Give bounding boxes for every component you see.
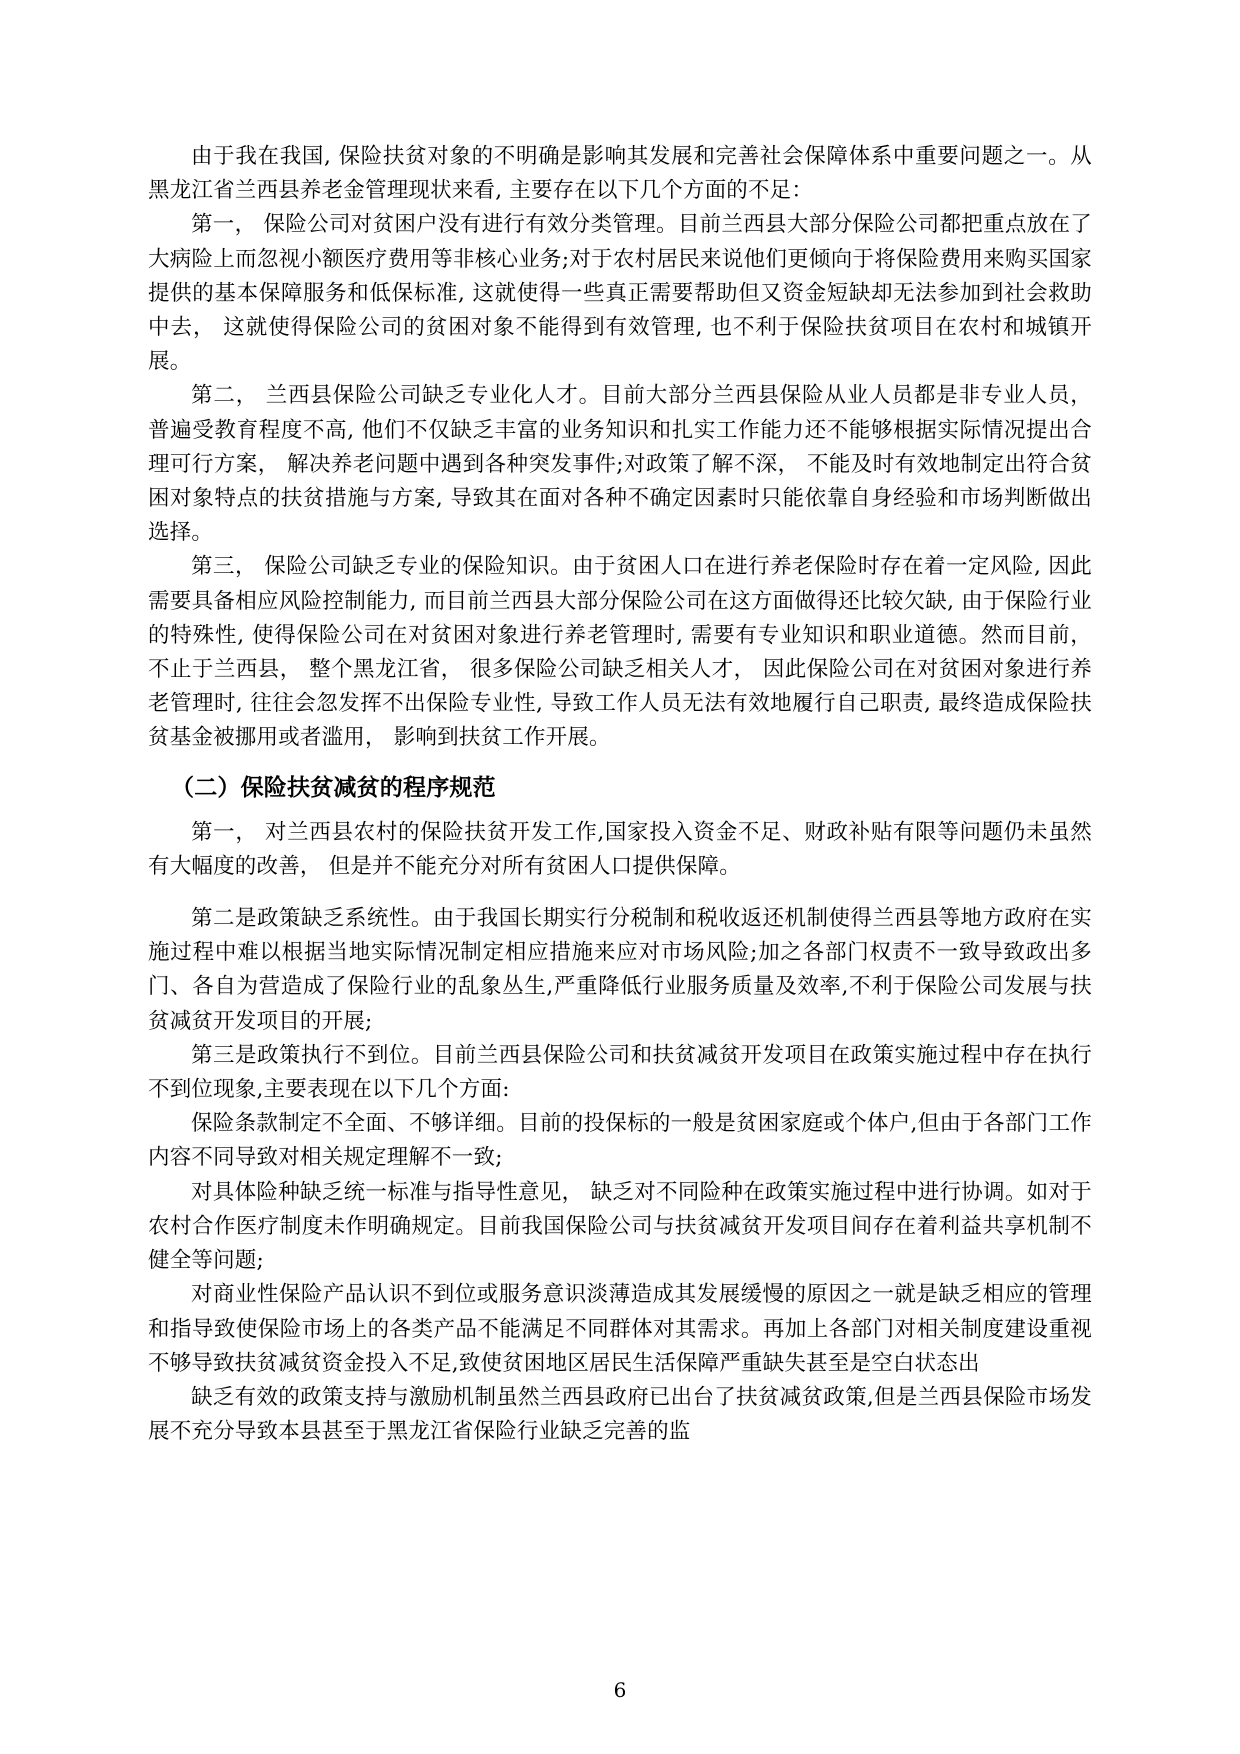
paragraph: 对具体险种缺乏统一标准与指导性意见， 缺乏对不同险种在政策实施过程中进行协调。如对于农村合作医疗制度未作明确规定。目前我国保险公司与扶贫减贫开发项目间存在着利益共享机制不健全等问题; [148,1179,1092,1274]
paragraph-spacer [148,884,1092,902]
paragraph: 保险条款制定不全面、不够详细。目前的投保标的一般是贫困家庭或个体户,但由于各部门工作内容不同导致对相关规定理解不一致; [148,1111,1092,1171]
paragraph: 第一， 保险公司对贫困户没有进行有效分类管理。目前兰西县大部分保险公司都把重点放在了大病险上而忽视小额医疗费用等非核心业务;对于农村居民来说他们更倾向于将保险费用来购买国家提供的基本保障服务和低保标准, 这就使得一些真正需要帮助但又资金短缺却无法参加到社会救助中去， 这就使得保险公司的贫困对象不能得到有效管理, 也不利于保险扶贫项目在农村和城镇开展。 [148,212,1092,375]
section-heading: （二）保险扶贫减贫的程序规范 [171,774,496,801]
paragraph: 第二是政策缺乏系统性。由于我国长期实行分税制和税收返还机制使得兰西县等地方政府在实施过程中难以根据当地实际情况制定相应措施来应对市场风险;加之各部门权责不一致导致政出多门、各自为营造成了保险行业的乱象丛生,严重降低行业服务质量及效率,不利于保险公司发展与扶贫减贫开发项目的开展; [148,906,1092,1034]
paragraph: 第三， 保险公司缺乏专业的保险知识。由于贫困人口在进行养老保险时存在着一定风险, 因此需要具备相应风险控制能力, 而目前兰西县大部分保险公司在这方面做得还比较欠缺, 由于保险行业的特殊性, 使得保险公司在对贫困对象进行养老管理时, 需要有专业知识和职业道德。然而目前， 不止于兰西县， 整个黑龙江省， 很多保险公司缺乏相关人才， 因此保险公司在对贫困对象进行养老管理时, 往往会忽发挥不出保险专业性, 导致工作人员无法有效地履行自己职责, 最终造成保险扶贫基金被挪用或者滥用， 影响到扶贫工作开展。 [148,554,1092,751]
paragraph: 第一， 对兰西县农村的保险扶贫开发工作,国家投入资金不足、财政补贴有限等问题仍未虽然有大幅度的改善， 但是并不能充分对所有贫困人口提供保障。 [148,819,1092,879]
paragraph: 第三是政策执行不到位。目前兰西县保险公司和扶贫减贫开发项目在政策实施过程中存在执行不到位现象,主要表现在以下几个方面: [148,1042,1092,1103]
document-body [148,140,1092,1449]
paragraph: 第二， 兰西县保险公司缺乏专业化人才。目前大部分兰西县保险从业人员都是非专业人员， 普遍受教育程度不高, 他们不仅缺乏丰富的业务知识和扎实工作能力还不能够根据实际情况提出合理可行方案， 解决养老问题中遇到各种突发事件;对政策了解不深， 不能及时有效地制定出符合贫困对象特点的扶贫措施与方案, 导致其在面对各种不确定因素时只能依靠自身经验和市场判断做出选择。 [148,383,1092,546]
page-number: 6 [613,1678,627,1702]
paragraph: 由于我在我国, 保险扶贫对象的不明确是影响其发展和完善社会保障体系中重要问题之一。从黑龙江省兰西县养老金管理现状来看, 主要存在以下几个方面的不足： [148,144,1092,204]
paragraph: 对商业性保险产品认识不到位或服务意识淡薄造成其发展缓慢的原因之一就是缺乏相应的管理和指导致使保险市场上的各类产品不能满足不同群体对其需求。再加上各部门对相关制度建设重视不够导致扶贫减贫资金投入不足,致使贫困地区居民生活保障严重缺失甚至是空白状态出 [148,1282,1092,1376]
paragraph: 缺乏有效的政策支持与激励机制虽然兰西县政府已出台了扶贫减贫政策,但是兰西县保险市场发展不充分导致本县甚至于黑龙江省保险行业缺乏完善的监 [148,1384,1092,1445]
